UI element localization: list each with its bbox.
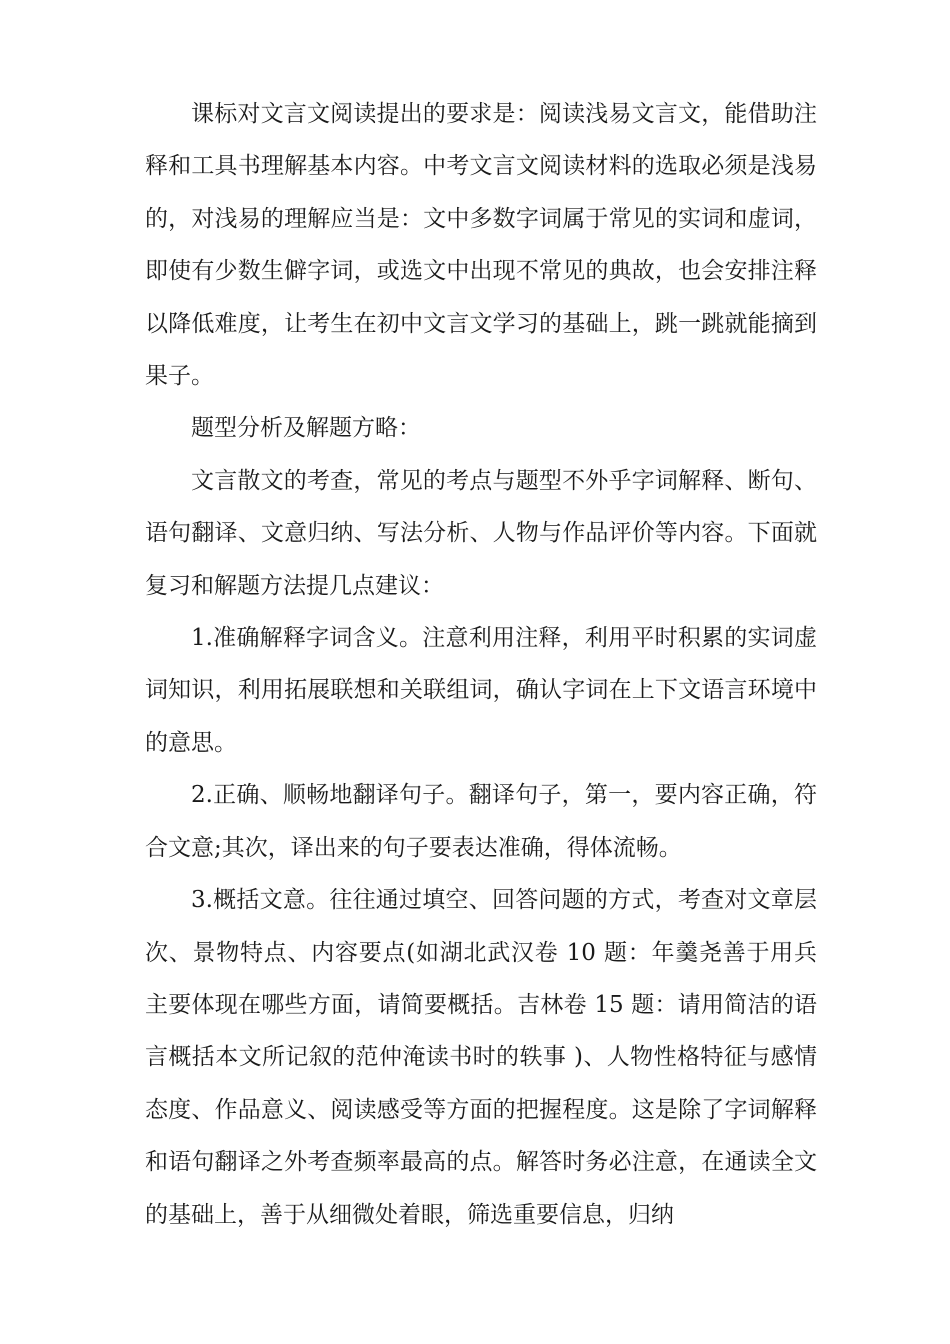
paragraph-question-types-heading: 题型分析及解题方略：: [191, 415, 421, 442]
paragraph-tip-summarize: 3.概括文意。往往通过填空、回答问题的方式，考查对文章层次、景物特点、内容要点(如湖北武汉卷 10 题：年羹尧善于用兵主要体现在哪些方面，请简要概括。吉林卷 15 题：请用简洁的语言概括本文所记叙的范仲淹读书时的轶事 )、人物性格特征与感情态度、作品意义、阅读感受等方面的把握程度。这是除了字词解释和语句翻译之外考查频率最高的点。解答时务必注意，在通读全文的基础上，善于从细微处着眼，筛选重要信息，归纳: [145, 887, 817, 1228]
paragraph-exam-points: 文言散文的考查，常见的考点与题型不外乎字词解释、断句、语句翻译、文意归纳、写法分析、人物与作品评价等内容。下面就复习和解题方法提几点建议：: [145, 467, 817, 599]
document-body: [145, 88, 817, 1241]
paragraph-tip-translation: 2.正确、顺畅地翻译句子。翻译句子，第一，要内容正确，符合文意;其次，译出来的句子要表达准确，得体流畅。: [145, 782, 817, 861]
paragraph-tip-word-meaning: 1.准确解释字词含义。注意利用注释，利用平时积累的实词虚词知识，利用拓展联想和关联组词，确认字词在上下文语言环境中的意思。: [145, 625, 817, 756]
paragraph-reading-requirements: 课标对文言文阅读提出的要求是：阅读浅易文言文，能借助注释和工具书理解基本内容。中考文言文阅读材料的选取必须是浅易的，对浅易的理解应当是：文中多数字词属于常见的实词和虚词，即使有少数生僻字词，或选文中出现不常见的典故，也会安排注释以降低难度，让考生在初中文言文学习的基础上，跳一跳就能摘到果子。: [145, 101, 817, 390]
